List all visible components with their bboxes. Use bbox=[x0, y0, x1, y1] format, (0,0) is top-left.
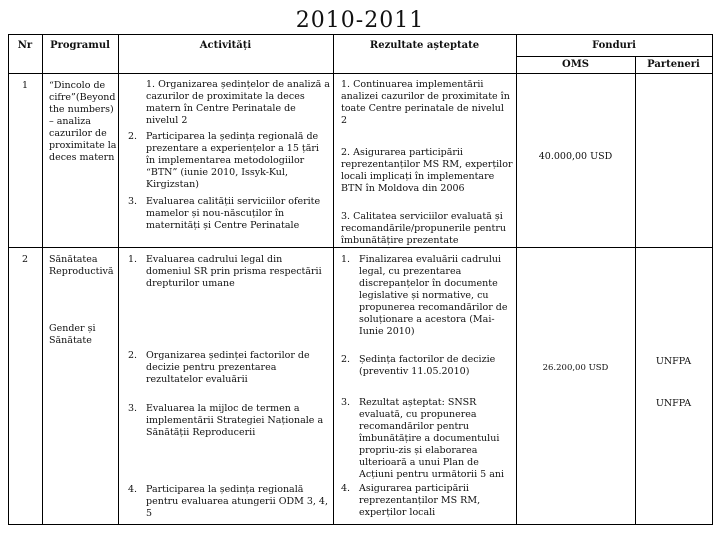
row1-result-1: 1. Continuarea implementării analizei cazurilor de proximitate în toate Centre perinatale de nivelul 2 bbox=[341, 79, 510, 126]
row2-result-1: Finalizarea evaluării cadrului legal, cu prezentarea discrepanțelor în documente legislative și normative, cu propunerea recomandărilor de soluționare a acestora (Mai-Iunie 2010) bbox=[359, 254, 508, 337]
row2-program: Sănătatea Reproductivă bbox=[49, 254, 114, 277]
col-divider-funds bbox=[635, 56, 636, 525]
row2-activity-4-num: 4. bbox=[128, 484, 138, 495]
row2-activity-3-num: 3. bbox=[128, 403, 138, 414]
row2-activity-1-num: 1. bbox=[128, 254, 138, 265]
row1-activity-2-num: 2. bbox=[128, 131, 138, 142]
col-divider-activities bbox=[333, 34, 334, 525]
header-funds: Fonduri bbox=[592, 40, 636, 51]
row-separator bbox=[8, 247, 712, 248]
row2-activity-4: Participarea la ședința regională pentru evaluarea atungerii ODM 3, 4, 5 bbox=[146, 484, 328, 519]
row1-activity-3-num: 3. bbox=[128, 196, 138, 207]
col-divider-results bbox=[516, 34, 517, 525]
row2-result-3: Rezultat așteptat: SNSR evaluată, cu propunerea recomandărilor pentru îmbunătățire a documentului propriu-zis și elaborarea ulterioară a unui Plan de Acțiuni pentru următorii 5 ani bbox=[359, 397, 505, 480]
row1-activity-1: 1. Organizarea ședințelor de analiză a cazurilor de proximitate la deces matern în Centre Perinatale de nivelul 2 bbox=[146, 79, 330, 126]
row2-activity-2: Organizarea ședinței factorilor de decizie pentru prezentarea rezultatelor evaluării bbox=[146, 350, 310, 385]
row2-partner-1: UNFPA bbox=[655, 356, 692, 367]
row2-nr: 2 bbox=[21, 254, 29, 265]
row2-oms-amount: 26.200,00 USD bbox=[542, 363, 609, 373]
row2-partner-2: UNFPA bbox=[655, 398, 692, 409]
page-title: 2010-2011 bbox=[295, 8, 425, 33]
table-top-border bbox=[8, 34, 712, 35]
header-partners: Parteneri bbox=[647, 59, 700, 70]
header-results: Rezultate așteptate bbox=[369, 40, 480, 51]
row1-result-3: 3. Calitatea serviciilor evaluată și recomandările/propunerile pentru îmbunătățire prezentate bbox=[341, 211, 507, 246]
row2-result-3-num: 3. bbox=[341, 397, 351, 408]
funds-subheader-rule bbox=[516, 56, 712, 57]
row2-result-2-num: 2. bbox=[341, 354, 351, 365]
row2-activity-1: Evaluarea cadrului legal din domeniul SR prin prisma respectării drepturilor umane bbox=[146, 254, 322, 289]
table-right-border bbox=[712, 34, 713, 525]
row2-result-4: Asigurarea participării reprezentanților MS RM, experților locali bbox=[359, 483, 481, 518]
header-nr: Nr bbox=[17, 40, 33, 51]
table-bottom-border bbox=[8, 524, 712, 525]
col-divider-nr bbox=[42, 34, 43, 525]
row2-result-1-num: 1. bbox=[341, 254, 351, 265]
row1-result-2: 2. Asigurarea participării reprezentanților MS RM, experților locali implicați în implementare BTN în Moldova din 2006 bbox=[341, 147, 513, 194]
row2-activity-3: Evaluarea la mijloc de termen a implementării Strategiei Naționale a Sănătății Reproducerii bbox=[146, 403, 324, 438]
table-left-border bbox=[8, 34, 9, 525]
row2-program-gender: Gender și Sănătate bbox=[49, 323, 96, 346]
header-program: Programul bbox=[50, 40, 110, 51]
col-divider-program bbox=[118, 34, 119, 525]
header-activities: Activități bbox=[199, 40, 252, 51]
row2-result-4-num: 4. bbox=[341, 483, 351, 494]
header-oms: OMS bbox=[561, 59, 589, 70]
row1-activity-3: Evaluarea calității serviciilor oferite mamelor și nou-născuților în maternități și Centre Perinatale bbox=[146, 196, 321, 231]
row2-activity-2-num: 2. bbox=[128, 350, 138, 361]
header-bottom-rule bbox=[8, 73, 712, 74]
row2-result-2: Ședința factorilor de decizie (preventiv 11.05.2010) bbox=[359, 354, 496, 377]
row1-program: “Dincolo de cifre”(Beyond the numbers) – analiza cazurilor de proximitate la deces matern bbox=[49, 80, 117, 163]
row1-activity-2: Participarea la ședința regională de prezentare a experiențelor a 15 țări în implementarea metodologiilor “BTN” (iunie 2010, Issyk-Kul, Kirgizstan) bbox=[146, 131, 319, 190]
row1-oms-amount: 40.000,00 USD bbox=[538, 151, 613, 162]
row1-nr: 1 bbox=[21, 80, 29, 91]
